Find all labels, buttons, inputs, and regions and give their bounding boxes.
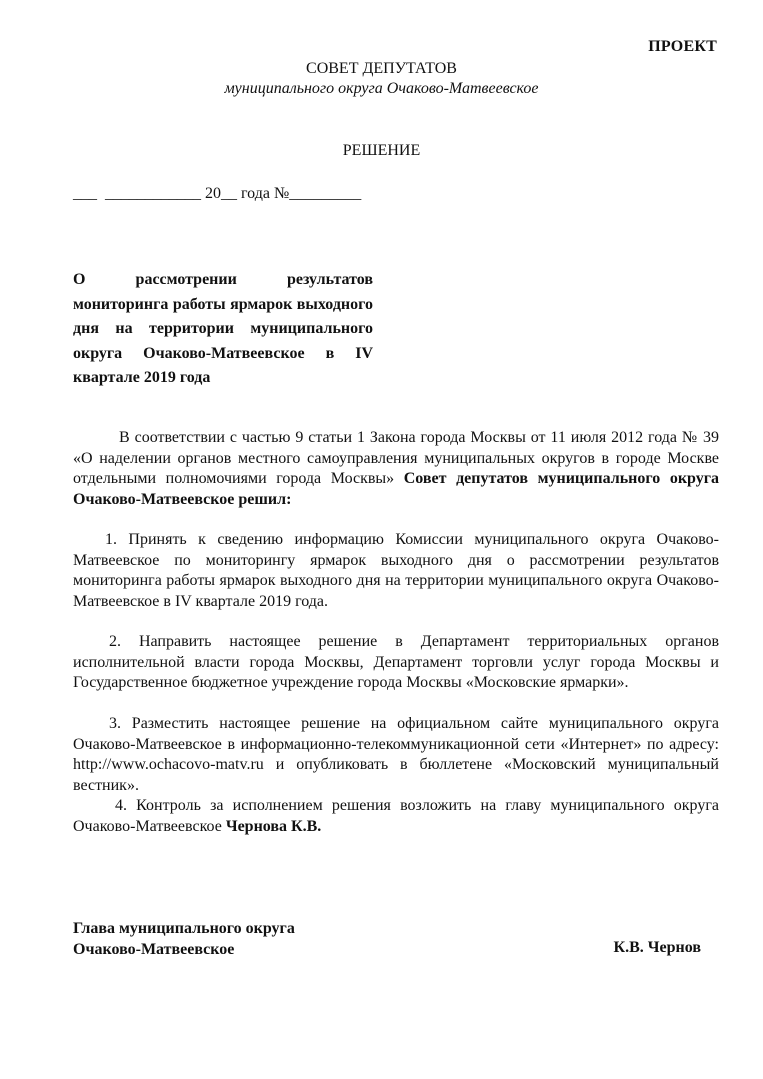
preamble-resolution: Совет депутатов муниципального округа Очаково-Матвеевское решил: xyxy=(73,470,720,508)
preamble-paragraph xyxy=(73,428,719,510)
document-subject: О рассмотрении результатов мониторинга работы ярмарок выходного дня на территории муниципального округа Очаково-Матвеевское в IV квартале 2019 года xyxy=(73,271,373,386)
decision-item-1: 1. Принять к сведению информацию Комиссии муниципального округа Очаково-Матвеевское по мониторингу ярмарок выходного дня о рассмотрении результатов мониторинга работы ярмарок выходного дня на территории муниципального округа Очаково-Матвеевское в IV квартале 2019 года. xyxy=(73,531,719,610)
date-number-line: ___ ____________ 20__ года №_________ xyxy=(73,185,362,202)
signature-position xyxy=(73,918,295,960)
item4-text: 4. Контроль за исполнением решения возложить на главу муниципального округа Очаково-Матвеевское xyxy=(73,797,719,835)
document-type: РЕШЕНИЕ xyxy=(342,142,421,159)
signature-name: К.В. Чернов xyxy=(613,939,701,956)
decision-item-3: 3. Разместить настоящее решение на официальном сайте муниципального округа Очаково-Матвеевское в информационно-телекоммуникационной сети «Интернет» по адресу: http://www.ochacovo-matv.ru и опубликовать в бюллетене «Московский муниципальный вестник». xyxy=(73,715,719,794)
org-subtitle: муниципального округа Очаково-Матвеевское xyxy=(224,80,539,97)
decision-item-2: 2. Направить настоящее решение в Департамент территориальных органов исполнительной власти города Москвы, Департамент торговли услуг города Москвы и Государственное бюджетное учреждение города Москвы «Московские ярмарки». xyxy=(73,633,719,691)
signature-position-line2: Очаково-Матвеевское xyxy=(73,941,235,958)
draft-stamp: ПРОЕКТ xyxy=(648,38,717,55)
org-title: СОВЕТ ДЕПУТАТОВ xyxy=(306,60,457,77)
preamble-text: В соответствии с частью 9 статьи 1 Закона города Москвы от 11 июля 2012 года № 39 «О наделении органов местного самоуправления муниципальных округов в городе Москве отдельными полномочиями города Москвы» xyxy=(73,429,719,487)
decision-item-4 xyxy=(73,796,719,837)
signature-position-line1: Глава муниципального округа xyxy=(73,920,295,937)
item4-responsible: Чернова К.В. xyxy=(225,817,322,835)
